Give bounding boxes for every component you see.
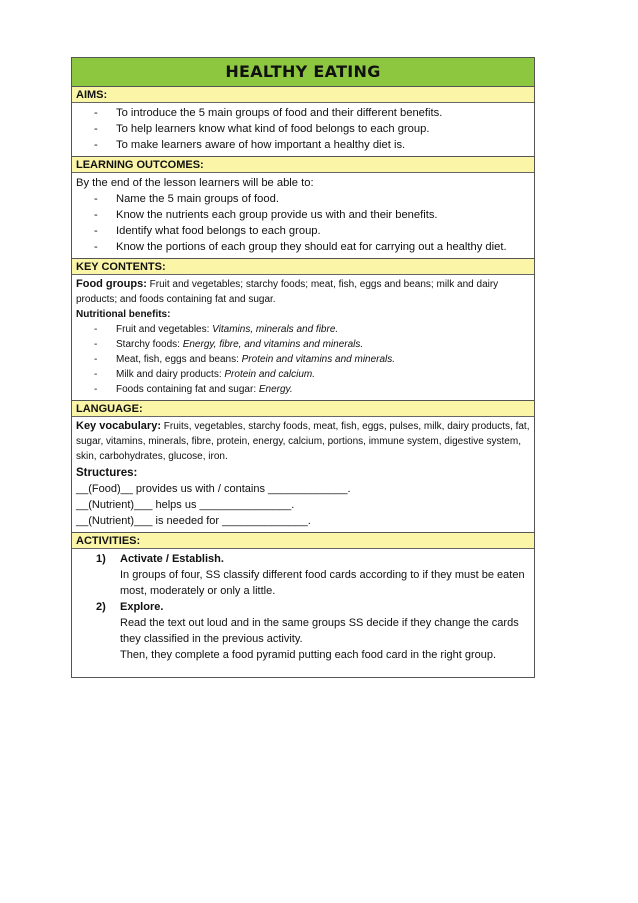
activity-number: 2)	[96, 601, 106, 613]
benefit-value: Protein and vitamins and minerals.	[241, 354, 396, 365]
structure-text: helps us _______________.	[152, 499, 295, 511]
benefit-item	[76, 367, 530, 382]
outcomes-intro: By the end of the lesson learners will be able to:	[76, 177, 314, 189]
benefit-group: Fruit and vegetables:	[116, 324, 210, 335]
aims-section	[72, 103, 534, 157]
structure-line	[76, 481, 530, 497]
aim-item: - To help learners know what kind of food belongs to each group.	[76, 121, 530, 137]
benefit-group: Starchy foods:	[116, 339, 180, 350]
benefit-item	[76, 352, 530, 367]
benefit-value: Protein and calcium.	[224, 369, 315, 380]
structure-text: provides us with / contains _____________.	[132, 483, 351, 495]
activity-item	[76, 599, 530, 663]
page-title: HEALTHY EATING	[72, 58, 534, 87]
language-section	[72, 417, 534, 533]
activity-title: Activate / Establish.	[120, 553, 224, 565]
benefit-value: Energy.	[258, 384, 293, 395]
activity-number: 1)	[96, 553, 106, 565]
benefit-group: Milk and dairy products:	[116, 369, 222, 380]
lesson-plan-table	[71, 57, 535, 678]
food-groups-paragraph	[76, 277, 530, 307]
benefit-item	[76, 337, 530, 352]
activity-title: Explore.	[120, 601, 164, 613]
structure-line	[76, 513, 530, 529]
activities-heading: ACTIVITIES:	[72, 533, 534, 549]
outcomes-heading: LEARNING OUTCOMES:	[72, 157, 534, 173]
benefits-label: Nutritional benefits:	[76, 309, 171, 320]
vocabulary-label: Key vocabulary:	[76, 420, 161, 432]
structure-text: is needed for ______________.	[152, 515, 311, 527]
aim-item: - To make learners aware of how important a healthy diet is.	[76, 137, 530, 153]
structures-label: Structures:	[76, 467, 138, 479]
activity-description: In groups of four, SS classify different food cards according to if they must be eaten most, moderately or only a little.	[120, 569, 525, 597]
benefit-group: Meat, fish, eggs and beans:	[116, 354, 239, 365]
activity-description: Read the text out loud and in the same groups SS decide if they change the cards they classified in the previous activity.	[120, 617, 519, 645]
structure-slot: __(Nutrient)___	[76, 499, 153, 511]
benefit-item	[76, 322, 530, 337]
activities-section	[72, 549, 534, 677]
aims-heading: AIMS:	[72, 87, 534, 103]
contents-heading: KEY CONTENTS:	[72, 259, 534, 275]
outcome-item: - Name the 5 main groups of food.	[76, 191, 530, 207]
outcome-item: - Know the portions of each group they should eat for carrying out a healthy diet.	[76, 239, 530, 255]
benefit-item	[76, 382, 530, 397]
benefit-group: Foods containing fat and sugar:	[116, 384, 257, 395]
food-groups-label: Food groups:	[76, 278, 147, 290]
structure-line	[76, 497, 530, 513]
outcome-item: - Identify what food belongs to each group.	[76, 223, 530, 239]
vocabulary-text: Fruits, vegetables, starchy foods, meat, fish, eggs, pulses, milk, dairy products, fat, sugar, vitamins, minerals, fibre, protein, energy, calcium, portions, immune system, digestive system, skin, carbohydrates, glucose, iron.	[76, 421, 530, 462]
activity-description: Then, they complete a food pyramid putting each food card in the right group.	[120, 649, 497, 661]
contents-section	[72, 275, 534, 401]
structure-slot: __(Food)__	[76, 483, 133, 495]
language-heading: LANGUAGE:	[72, 401, 534, 417]
activity-item	[76, 551, 530, 599]
structure-slot: __(Nutrient)___	[76, 515, 153, 527]
vocabulary-paragraph	[76, 419, 530, 464]
benefit-value: Energy, fibre, and vitamins and minerals.	[182, 339, 364, 350]
outcomes-section	[72, 173, 534, 259]
outcome-item: - Know the nutrients each group provide us with and their benefits.	[76, 207, 530, 223]
food-groups-text: Fruit and vegetables; starchy foods; meat, fish, eggs and beans; milk and dairy products; and foods containing fat and sugar.	[76, 279, 499, 305]
benefit-value: Vitamins, minerals and fibre.	[212, 324, 339, 335]
aim-item: - To introduce the 5 main groups of food and their different benefits.	[76, 105, 530, 121]
